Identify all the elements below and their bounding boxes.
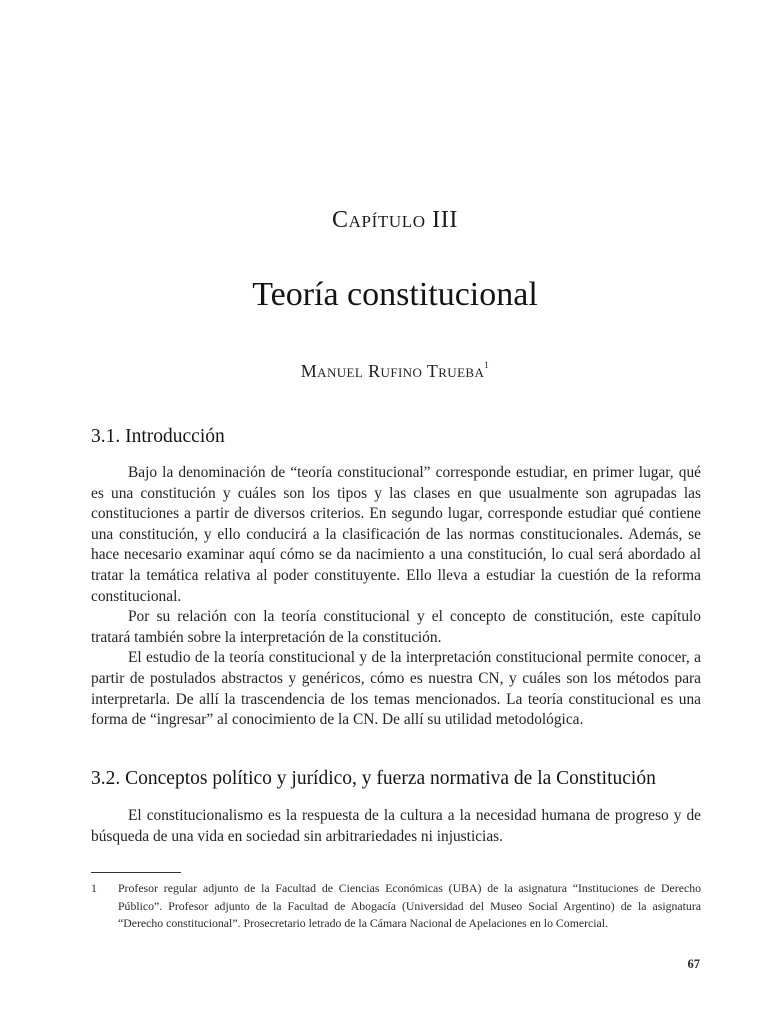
paragraph: Por su relación con la teoría constitucional y el concepto de constitución, este capítulo tratará también sobre la interpretación de la constitución. <box>91 608 701 646</box>
footnote-text: Profesor regular adjunto de la Facultad de Ciencias Económicas (UBA) de la asignatura “Instituciones de Derecho Público”. Profesor adjunto de la Facultad de Abogacía (Universidad del Museo Social Argentino) de la asignatura “Derecho constitucional”. Prosecretario letrado de la Cámara Nacional de Apelaciones en lo Comercial. <box>118 881 701 931</box>
section-body-conceptos <box>91 806 701 847</box>
section-heading-conceptos: 3.2. Conceptos político y jurídico, y fuerza normativa de la Constitución <box>91 768 656 789</box>
page-number: 67 <box>687 957 700 971</box>
footnote-number: 1 <box>91 881 97 895</box>
chapter-label <box>0 207 768 234</box>
section-heading-introduccion: 3.1. Introducción <box>91 426 225 447</box>
author-line <box>0 361 768 382</box>
author-footnote-mark: 1 <box>484 360 490 370</box>
chapter-title: Teoría constitucional <box>252 276 538 313</box>
footnote <box>91 880 701 933</box>
paragraph: El estudio de la teoría constitucional y de la interpretación constitucional permite conocer, a partir de postulados abstractos y genéricos, cómo es nuestra CN, y cuáles son los métodos para interpretarla. De allí la trascendencia de los temas mencionados. La teoría constitucional es una forma de “ingresar” al conocimiento de la CN. De allí su utilidad metodológica. <box>91 649 701 729</box>
chapter-label-text: Capítulo III <box>332 207 458 233</box>
author-name: Manuel Rufino Trueba <box>300 361 485 381</box>
footnote-divider <box>91 872 181 873</box>
section-body-introduccion <box>91 463 701 731</box>
paragraph: Bajo la denominación de “teoría constitucional” corresponde estudiar, en primer lugar, qué es una constitución y cuáles son los tipos y las clases en que usualmente son agrupadas las constituciones a partir de diversos criterios. En segundo lugar, corresponde estudiar qué contiene una constitución, y ello conducirá a la clasificación de las normas constitucionales. Además, se hace necesario examinar aquí cómo se da nacimiento a una constitución, lo cual será abordado al tratar la temática relativa al poder constituyente. Ello lleva a estudiar la cuestión de la reforma constitucional. <box>91 464 701 605</box>
paragraph: El constitucionalismo es la respuesta de la cultura a la necesidad humana de progreso y de búsqueda de una vida en sociedad sin arbitrariedades ni injusticias. <box>91 807 701 845</box>
